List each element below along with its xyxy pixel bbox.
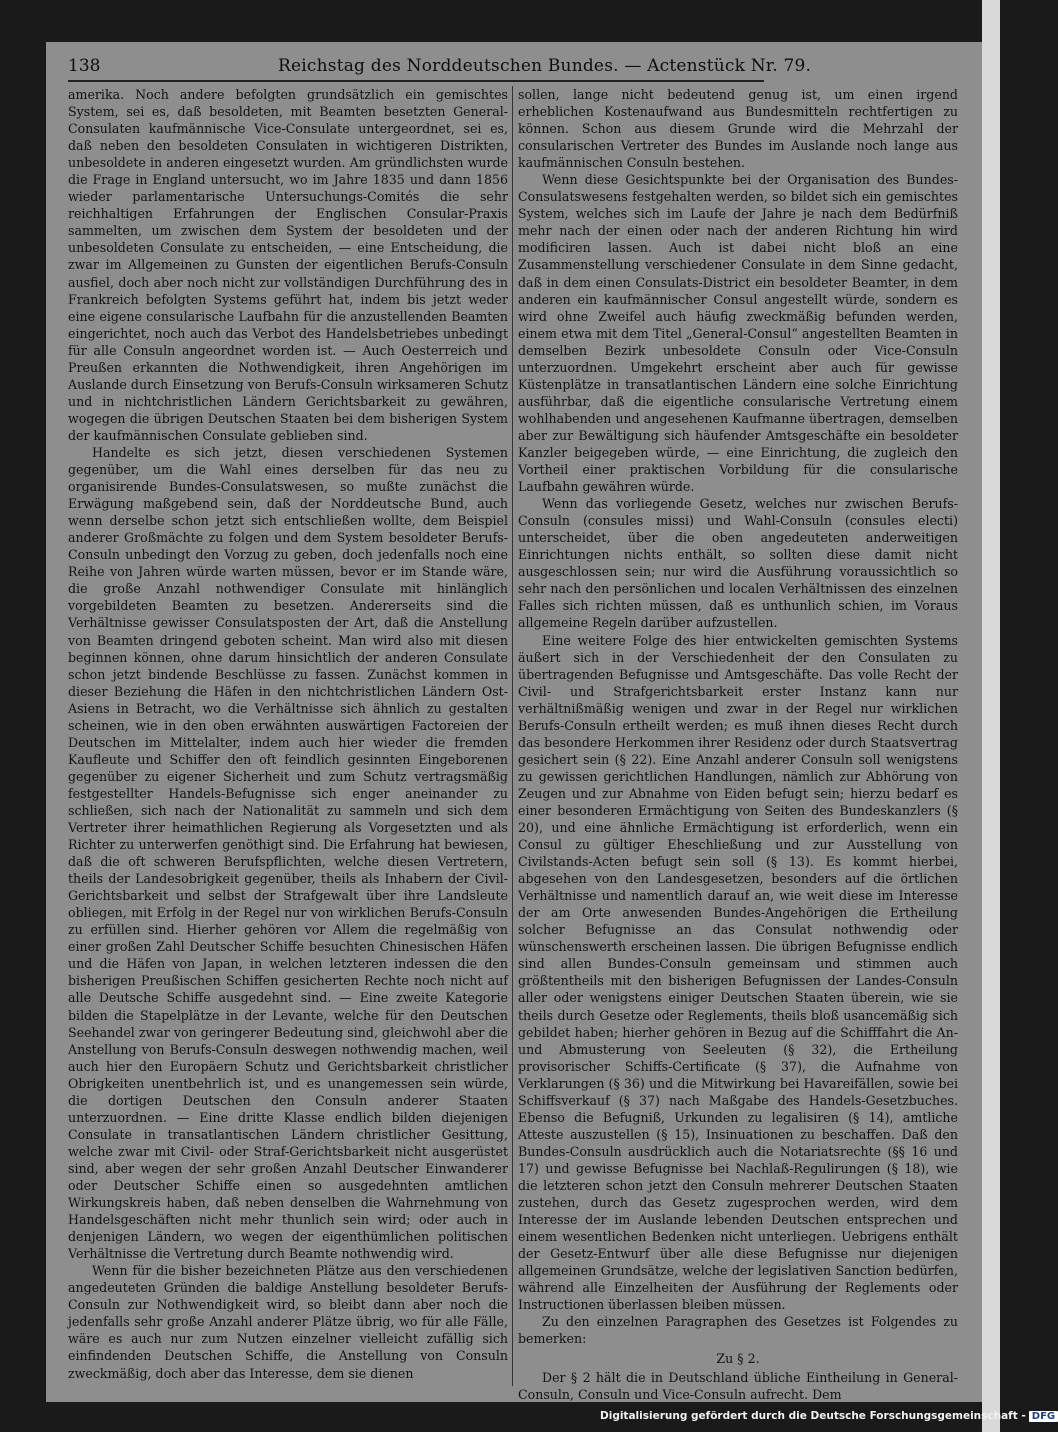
right-column (518, 86, 958, 1402)
paragraph: Wenn das vorliegende Gesetz, welches nur zwischen Berufs-Consuln (consules missi) und Wahl-Consuln (consules electi) unterscheidet, über die oben angedeuteten anderweitigen Einrichtungen nichts enthält, so sollten diese damit nicht ausgeschlossen sein; nur wird die Ausführung voraussichtlich so sehr nach den persönlichen und localen Verhältnissen des einzelnen Falles sich richten müssen, daß es unthunlich schien, im Voraus allgemeine Regeln darüber aufzustellen. (518, 496, 958, 631)
paragraph: amerika. Noch andere befolgten grundsätzlich ein gemischtes System, sei es, daß besoldeten, mit Beamten besetzten General-Consulaten kaufmännische Vice-Consulate untergeordnet, sei es, daß neben den besoldeten Consulaten in wichtigeren Distrikten, unbesoldete in anderen eingesetzt wurden. Am gründlichsten wurde die Frage in England untersucht, wo im Jahre 1835 und dann 1856 wieder parlamentarische Untersuchungs-Comités die sehr reichhaltigen Erfahrungen der Englischen Consular-Praxis sammelten, um zwischen dem System der besoldeten und der unbesoldeten Consulate zu entscheiden, — eine Entscheidung, die zwar im Allgemeinen zu Gunsten der eigentlichen Berufs-Consuln ausfiel, doch aber noch nicht zur vollständigen Durchführung des in Frankreich befolgten Systems geführt hat, indem bis jetzt weder eine eigene consularische Laufbahn für die anzustellenden Beamten eingerichtet, noch auch das Verbot des Handelsbetriebes unbedingt für alle Consuln angeordnet worden ist. — Auch Oesterreich und Preußen erkannten die Nothwendigkeit, ihren Angehörigen im Auslande durch Einsetzung von Berufs-Consuln wirksameren Schutz und in nichtchristlichen Ländern Gerichtsbarkeit zu gewähren, wogegen die übrigen Deutschen Staaten bei dem bisherigen System der kaufmännischen Consulate geblieben sind. (68, 87, 508, 443)
paragraph: Zu den einzelnen Paragraphen des Gesetzes ist Folgendes zu bemerken: (518, 1314, 958, 1347)
paragraph: Handelte es sich jetzt, diesen verschiedenen Systemen gegenüber, um die Wahl eines derselben für das neu zu organisirende Bundes-Consulatswesen, so mußte zunächst die Erwägung maßgebend sein, daß der Norddeutsche Bund, auch wenn derselbe schon jetzt sich entschließen wollte, dem Beispiel anderer Großmächte zu folgen und dem System besoldeter Berufs-Consuln unbedingt den Vorzug zu geben, doch jedenfalls noch eine Reihe von Jahren würde warten müssen, bevor er im Stande wäre, die große Anzahl nothwendiger Consulate mit hinlänglich vorgebildeten Beamten zu besetzen. Andererseits sind die Verhältnisse gewisser Consulatsposten der Art, daß die Anstellung von Beamten dringend geboten scheint. Man wird also mit diesen beginnen können, ohne darum hinsichtlich der anderen Consulate schon jetzt bindende Beschlüsse zu fassen. Zunächst kommen in dieser Beziehung die Häfen in den nichtchristlichen Ländern Ost-Asiens in Betracht, wo die Verhältnisse sich ähnlich zu gestalten scheinen, wie in den oben erwähnten auswärtigen Factoreien der Deutschen im Mittelalter, indem auch hier wieder die fremden Kaufleute und Schiffer den oft feindlich gesinnten Eingeborenen gegenüber zu eigener Sicherheit und zum Schutz vertragsmäßig festgestellter Handels-Befugnisse sich enger aneinander zu schließen, sich nach der Nationalität zu sammeln und sich dem Vertreter ihrer heimathlichen Regierung als Vorgesetzten und als Richter zu unterwerfen genöthigt sind. Die Erfahrung hat bewiesen, daß die oft schweren Berufspflichten, welche diesen Vertretern, theils der Landesobrigkeit gegenüber, theils als Inhabern der Civil-Gerichtsbarkeit und selbst der Strafgewalt über ihre Landsleute obliegen, mit Erfolg in der Regel nur von wirklichen Berufs-Consuln zu erfüllen sind. Hierher gehören vor Allem die regelmäßig von einer großen Zahl Deutscher Schiffe besuchten Chinesischen Häfen und die Häfen von Japan, in welchen letzteren indessen die den bisherigen Preußischen Schiffen gesicherten Rechte noch nicht auf alle Deutsche Schiffe ausgedehnt sind. — Eine zweite Kategorie bilden die Stapelplätze in der Levante, welche für den Deutschen Seehandel zwar von geringerer Bedeutung sind, gleichwohl aber die Anstellung von Berufs-Consuln deswegen nothwendig machen, weil auch hier den Europäern Schutz und Gerichtsbarkeit christlicher Obrigkeiten unentbehrlich ist, und es unangemessen sein würde, die dortigen Deutschen den Consuln anderer Staaten unterzuordnen. — Eine dritte Klasse endlich bilden diejenigen Consulate in transatlantischen Ländern christlicher Gesittung, welche zwar mit Civil- oder Straf-Gerichtsbarkeit nicht ausgerüstet sind, aber wegen der sehr großen Anzahl Deutscher Einwanderer oder Deutscher Schiffe einen so ausgedehnten amtlichen Wirkungskreis haben, daß neben denselben die Wahrnehmung von Handelsgeschäften nicht mehr thunlich sein wird; oder auch in denjenigen Ländern, wo wegen der eigenthümlichen politischen Verhältnisse die Vertretung durch Beamte nothwendig wird. (68, 444, 508, 1262)
paragraph: sollen, lange nicht bedeutend genug ist, um einen irgend erheblichen Kostenaufwand aus Bundesmitteln rechtfertigen zu können. Schon aus diesem Grunde wird die Mehrzahl der consularischen Vertreter des Bundes im Auslande noch lange aus kaufmännischen Consuln bestehen. (518, 87, 958, 171)
paragraph: Wenn diese Gesichtspunkte bei der Organisation des Bundes-Consulatswesens festgehalten werden, so bildet sich ein gemischtes System, welches sich im Laufe der Jahre je nach dem Bedürfniß mehr nach der einen oder nach der anderen Richtung hin wird modificiren lassen. Auch ist dabei nicht bloß an eine Zusammenstellung verschiedener Consulate in dem Sinne gedacht, daß in dem einen Consulats-District ein besoldeter Beamter, in dem anderen ein kaufmännischer Consul angestellt würde, sondern es wird ohne Zweifel auch häufig zweckmäßig befunden werden, einem etwa mit dem Titel „General-Consul“ angestellten Beamten in demselben Bezirk unbesoldete Consuln oder Vice-Consuln unterzuordnen. Umgekehrt erscheint aber auch für gewisse Küstenplätze in transatlantischen Ländern eine solche Einrichtung ausführbar, daß die eigentliche consularische Vertretung einem wohlhabenden und angesehenen Kaufmanne übertragen, demselben aber zur Bewältigung sich häufender Amtsgeschäfte ein besoldeter Kanzler beigegeben würde, — eine Einrichtung, die zugleich den Vortheil einer praktischen Vorbildung für die consularische Laufbahn gewähren würde. (518, 172, 958, 495)
column-divider (512, 86, 513, 1386)
left-column (68, 86, 508, 1386)
digitization-credit (600, 1410, 1056, 1428)
dfg-logo: DFG (1029, 1411, 1058, 1422)
section-heading: Zu § 2. (716, 1351, 760, 1367)
header-rule (68, 80, 764, 82)
paragraph: Eine weitere Folge des hier entwickelten gemischten Systems äußert sich in der Verschiedenheit der den Consulaten zu übertragenden Befugnisse und Amtsgeschäfte. Das volle Recht der Civil- und Strafgerichtsbarkeit erster Instanz kann nur verhältnißmäßig wenigen und zwar in der Regel nur wirklichen Berufs-Consuln ertheilt werden; es muß ihnen dieses Recht durch das besondere Herkommen ihrer Residenz oder durch Staatsvertrag gesichert sein (§ 22). Eine Anzahl anderer Consuln soll wenigstens zu gewissen gerichtlichen Handlungen, nämlich zur Abhörung von Zeugen und zur Abnahme von Eiden befugt sein; hierzu bedarf es einer besonderen Ermächtigung von Seiten des Bundeskanzlers (§ 20), und eine ähnliche Ermächtigung ist erforderlich, wenn ein Consul zu gültiger Eheschließung und zur Ausstellung von Civilstands-Acten befugt sein soll (§ 13). Es kommt hierbei, abgesehen von den Landesgesetzen, besonders auf die örtlichen Verhältnisse und namentlich darauf an, wie weit diese im Interesse der am Orte anwesenden Bundes-Angehörigen die Ertheilung solcher Befugnisse an das Consulat nothwendig oder wünschenswerth erscheinen lassen. Die übrigen Befugnisse endlich sind allen Bundes-Consuln gemeinsam und stimmen auch größtentheils mit den bisherigen Befugnissen der Landes-Consuln aller oder wenigstens einiger Deutschen Staaten überein, wie sie theils durch Gesetze oder Reglements, theils bloß usancemäßig sich gebildet haben; hierher gehören in Bezug auf die Schifffahrt die An- und Abmusterung von Seeleuten (§ 32), die Ertheilung provisorischer Schiffs-Certificate (§ 37), die Aufnahme von Verklarungen (§ 36) und die Mitwirkung bei Havareifällen, sowie bei Schiffsverkauf (§ 37) nach Maßgabe des Handels-Gesetzbuches. Ebenso die Befugniß, Urkunden zu legalisiren (§ 14), amtliche Atteste auszustellen (§ 15), Insinuationen zu beschaffen. Daß den Bundes-Consuln ausdrücklich auch die Notariatsrechte (§§ 16 und 17) und gewisse Befugnisse bei Nachlaß-Regulirungen (§ 18), wie die letzteren schon jetzt den Consuln mehrerer Deutschen Staaten zustehen, durch das Gesetz zugesprochen werden, wird dem Interesse der im Auslande lebenden Deutschen entsprechen und einem wesentlichen Bedenken nicht unterliegen. Uebrigens enthält der Gesetz-Entwurf über alle diese Befugnisse nur diejenigen allgemeinen Grundsätze, welche der legislativen Sanction bedürfen, während alle Einzelheiten der Ausführung der Reglements oder Instructionen überlassen bleiben müssen. (518, 632, 958, 1313)
page-header (68, 56, 812, 82)
scan-edge (982, 0, 1000, 1432)
credit-text: Digitalisierung gefördert durch die Deutsche Forschungsgemeinschaft - (600, 1410, 1026, 1422)
paragraph: Wenn für die bisher bezeichneten Plätze aus den verschiedenen angedeuteten Gründen die baldige Anstellung besoldeter Berufs-Consuln zur Nothwendigkeit wird, so bleibt dann aber noch die jedenfalls sehr große Anzahl anderer Plätze übrig, wo für alle Fälle, wäre es auch nur zum Nutzen einzelner vielleicht zufällig sich einfindenden Deutschen Schiffe, die Anstellung von Consuln zweckmäßig, doch aber das Interesse, dem sie dienen (68, 1263, 508, 1381)
running-title: Reichstag des Norddeutschen Bundes. — Actenstück Nr. 79. (278, 56, 812, 76)
document-page (46, 42, 982, 1402)
page-number: 138 (68, 56, 101, 76)
paragraph: Der § 2 hält die in Deutschland übliche Eintheilung in General-Consuln, Consuln und Vice-Consuln aufrecht. Dem (518, 1369, 958, 1402)
